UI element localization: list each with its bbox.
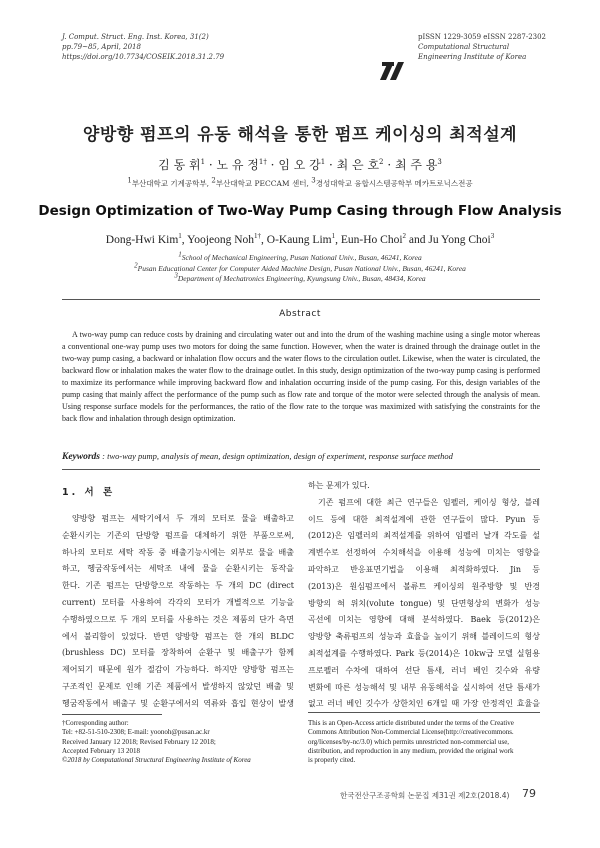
coseik-logo-icon: [378, 60, 408, 86]
body-line: 계변수로 선정하여 수치해석을 이용해 성능에 미치는 영향을: [308, 548, 540, 558]
affiliation: 3Department of Mechatronics Engineering, Kyungsung Univ., Busan, 48434, Korea: [174, 271, 426, 283]
body-line: 순환시키는 기존의 단방향 펌프를 대체하기 위한 부품으로써,: [62, 530, 294, 540]
keywords-separator: :: [100, 451, 108, 461]
oa-link[interactable]: Commons Attribution Non-Commercial License(http://creativecommons.: [308, 728, 514, 737]
issn-line: pISSN 1229-3059 eISSN 2287-2302: [418, 33, 547, 41]
journal-citation: [62, 32, 224, 62]
author-name: Dong-Hwi Kim: [105, 234, 179, 246]
body-line: current) 모터를 사용하여 각각의 모터가 개별적으로 기능을: [62, 597, 294, 607]
open-access-notice: [308, 719, 540, 765]
body-line: 헹굼작동에서 배출구 및 순환구에서의 역류와 흡입 현상이 발생: [62, 698, 294, 708]
abstract-text: A two-way pump can reduce costs by draining and circulating water out and into the drum of the washing machine using a single motor whereas a conventional one-way pump uses two motors for doing the same function. However, when the water is drained through the drainage outlet in the two-way pump casing, a backward or inhalation flow occurs and the water flows to the circulation outlet. Likewise, when the water is circulated, the backward flow or inhalation makes the water flow to the drainage outlet. In this study, design optimization of the two-way pump casing is performed to maximize its performance while improving backward flow and inhalation occurring inside of the pump casing. For this, design variables of the pump casing that mainly affect the performance of the pump such as flow rate and torque of the motor were selected through the analysis of mean. Using response surface models for the performances, the ratio of the flow rate to the torque was maximized with satisfying the constraints for the back flow and inhalation through design optimization.: [62, 330, 540, 423]
keywords-label: Keywords: [62, 452, 100, 462]
body-line: 기존 펌프에 대한 최근 연구들은 임펠러, 케이싱 형상, 블레: [318, 497, 540, 507]
author-name: 최 주 용: [394, 158, 438, 172]
body-line: 제어되기 때문에 원가 절감이 가능하다. 하지만 양방향 펌프는: [62, 665, 294, 675]
body-line: (2012)은 임펠러의 최적설계를 위하여 임펠러 날개 각도를 설: [308, 531, 540, 541]
author-name: O-Kaung Lim: [266, 234, 332, 246]
footnote-divider: [62, 714, 162, 715]
author-sup: 2: [402, 232, 407, 241]
author-sup: 3: [437, 158, 442, 166]
issn-block: [418, 32, 546, 62]
body-column-left: [62, 511, 294, 713]
divider: [62, 299, 540, 300]
author-name: 최 은 호: [336, 158, 380, 172]
aff-sup: 1: [127, 176, 132, 185]
divider: [62, 469, 540, 470]
body-line: 방향의 혀 위치(volute tongue) 및 단면형상의 변화가 성능: [308, 598, 540, 608]
section-heading: 1. 서 론: [62, 487, 116, 498]
body-line: 곡선에 미치는 영향에 대해 분석하였다. Baek 등(2012)은: [308, 615, 540, 625]
author-sup: 2: [379, 158, 384, 166]
body-line: 프로펠러 수차에 대하여 선단 틈새, 러너 베인 깃수와 유량: [308, 665, 540, 675]
body-line: 양방향 축류펌프의 성능과 효율을 높이기 위해 블레이드의 형상: [308, 632, 540, 642]
author-sup: 1†: [254, 232, 262, 241]
author-name: Ju Yong Choi: [428, 234, 491, 246]
author-name: Eun-Ho Choi: [340, 234, 403, 246]
doi-link[interactable]: https://doi.org/10.7734/COSEIK.2018.31.2.79: [62, 53, 225, 61]
aff-sup: 3: [311, 176, 316, 185]
divider: [308, 712, 540, 713]
body-line: 하나의 모터로 세탁 작동 중 배출기능시에는 외부로 물을 배출: [62, 547, 294, 557]
body-line: 수행하였으므로 두 개의 모터를 사용하는 것은 제품의 단가 측면: [62, 614, 294, 624]
page-number: 79: [522, 787, 536, 800]
footnote-line: Received January 12 2018; Revised February 12 2018;: [62, 737, 216, 746]
body-line: 파악하고 반응표면기법을 이용해 최적화하였다. Jin 등: [308, 564, 540, 574]
affiliation: 2Pusan Educational Center for Computer Aided Machine Design, Pusan National Univ., Busan, 46241, Korea: [134, 261, 466, 273]
authors-korean: 김 동 휘$^1$ · 노 유 정$^{1\dagger}$ · 임 오 강$^1$ · 최 은 호$^2$ · 최 주 용$^3$: [158, 158, 442, 172]
corresponding-author-footnote: [62, 719, 302, 765]
affiliations-korean: [0, 178, 600, 189]
affiliations-english: [0, 250, 600, 285]
body-line: 이드 등에 대한 최적설계에 관한 연구들이 많다. Pyun 등: [308, 514, 540, 524]
page-title-english: Design Optimization of Two-Way Pump Casing through Flow Analysis: [38, 203, 562, 219]
body-line: 없고 러너 베인 깃수가 상한치인 6개일 때 가장 안정적인 효율을: [308, 699, 540, 709]
society-name-line1: Computational Structural: [418, 43, 510, 51]
body-line: 하고, 헹굼작동에서는 세탁조 내에 물을 순환시키는 동작을: [62, 564, 294, 574]
aff-text: 경성대학교 융합시스템공학부 메카트로닉스전공: [315, 179, 473, 188]
body-line: (brushless DC) 모터를 장착하여 순환구 및 배출구가 함께: [62, 648, 294, 658]
author-name: 임 오 강: [278, 158, 321, 172]
author-sup: 1: [320, 158, 326, 166]
footnote-line: †Corresponding author:: [62, 719, 129, 727]
affiliation: 1School of Mechanical Engineering, Pusan National Univ., Busan, 46241, Korea: [178, 250, 422, 262]
author-sup: 3: [490, 232, 495, 241]
oa-line: is properly cited.: [308, 756, 356, 765]
footnote-line: Accepted February 13 2018: [62, 746, 140, 755]
body-line: 하는 문제가 있다.: [308, 481, 370, 490]
oa-line: org/licenses/by-nc/3.0) which permits unrestricted non-commercial use,: [308, 737, 510, 746]
body-line: 에서 불리함이 있었다. 반면 양방향 펌프는 한 개의 BLDC: [62, 631, 294, 641]
aff-text: 부산대학교 PECCAM 센터,: [215, 179, 309, 188]
society-name-line2: Engineering Institute of Korea: [418, 53, 527, 61]
oa-line: distribution, and reproduction in any medium, provided the original work: [308, 746, 514, 755]
author-sup: 1: [200, 158, 206, 166]
author-sup: 1†: [258, 158, 267, 166]
aff-sup: 2: [211, 176, 216, 185]
journal-footer: 한국전산구조공학회 논문집 제31권 제2호(2018.4): [340, 791, 510, 800]
body-line: 구조적인 문제로 인해 기존 제품에서 발생하지 않았던 배출 및: [62, 681, 294, 691]
author-sup: 1: [331, 232, 336, 241]
keywords-text: two-way pump, analysis of mean, design optimization, design of experiment, response surface method: [107, 451, 453, 461]
body-column-right: [308, 478, 540, 713]
body-line: 변화에 따른 성능해석 및 내부 유동해석을 실시하여 선단 틈새가: [308, 682, 540, 692]
citation-line: pp.79~85, April, 2018: [62, 43, 141, 51]
copyright-line: ©2018 by Computational Structural Engineering Institute of Korea: [62, 756, 251, 765]
body-line: 최적설계를 수행하였다. Park 등(2014)은 10kw급 모델 실험용: [308, 648, 540, 658]
author-name: 김 동 휘: [158, 158, 201, 172]
aff-text: 부산대학교 기계공학부,: [131, 179, 210, 188]
authors-english: Dong-Hwi Kim$^1$, Yoojeong Noh$^{1\dagger}$, O-Kaung Lim$^1$, Eun-Ho Choi$^2$ and Ju Yong Choi$^3$: [105, 232, 495, 246]
body-line: 한다. 기존 펌프는 단방향으로 작동하는 두 개의 DC (direct: [62, 581, 294, 591]
abstract-heading: Abstract: [279, 309, 321, 319]
body-line: (2013)은 원심펌프에서 볼류트 케이싱의 원주방향 및 반경: [308, 581, 540, 591]
body-line: 양방향 펌프는 세탁기에서 두 개의 모터로 물을 배출하고: [72, 514, 294, 523]
author-name: 노 유 정: [216, 158, 259, 172]
citation-line: J. Comput. Struct. Eng. Inst. Korea, 31(2): [62, 33, 209, 41]
oa-line: This is an Open-Access article distributed under the terms of the Creative: [308, 719, 514, 727]
footnote-contact[interactable]: Tel: +82-51-510-2308; E-mail: yoonoh@pusan.ac.kr: [62, 728, 210, 737]
author-sup: 1: [178, 232, 182, 241]
author-name: Yoojeong Noh: [187, 234, 255, 246]
keywords: [62, 451, 540, 462]
page-title-korean: 양방향 펌프의 유동 해석을 통한 펌프 케이싱의 최적설계: [82, 125, 518, 145]
